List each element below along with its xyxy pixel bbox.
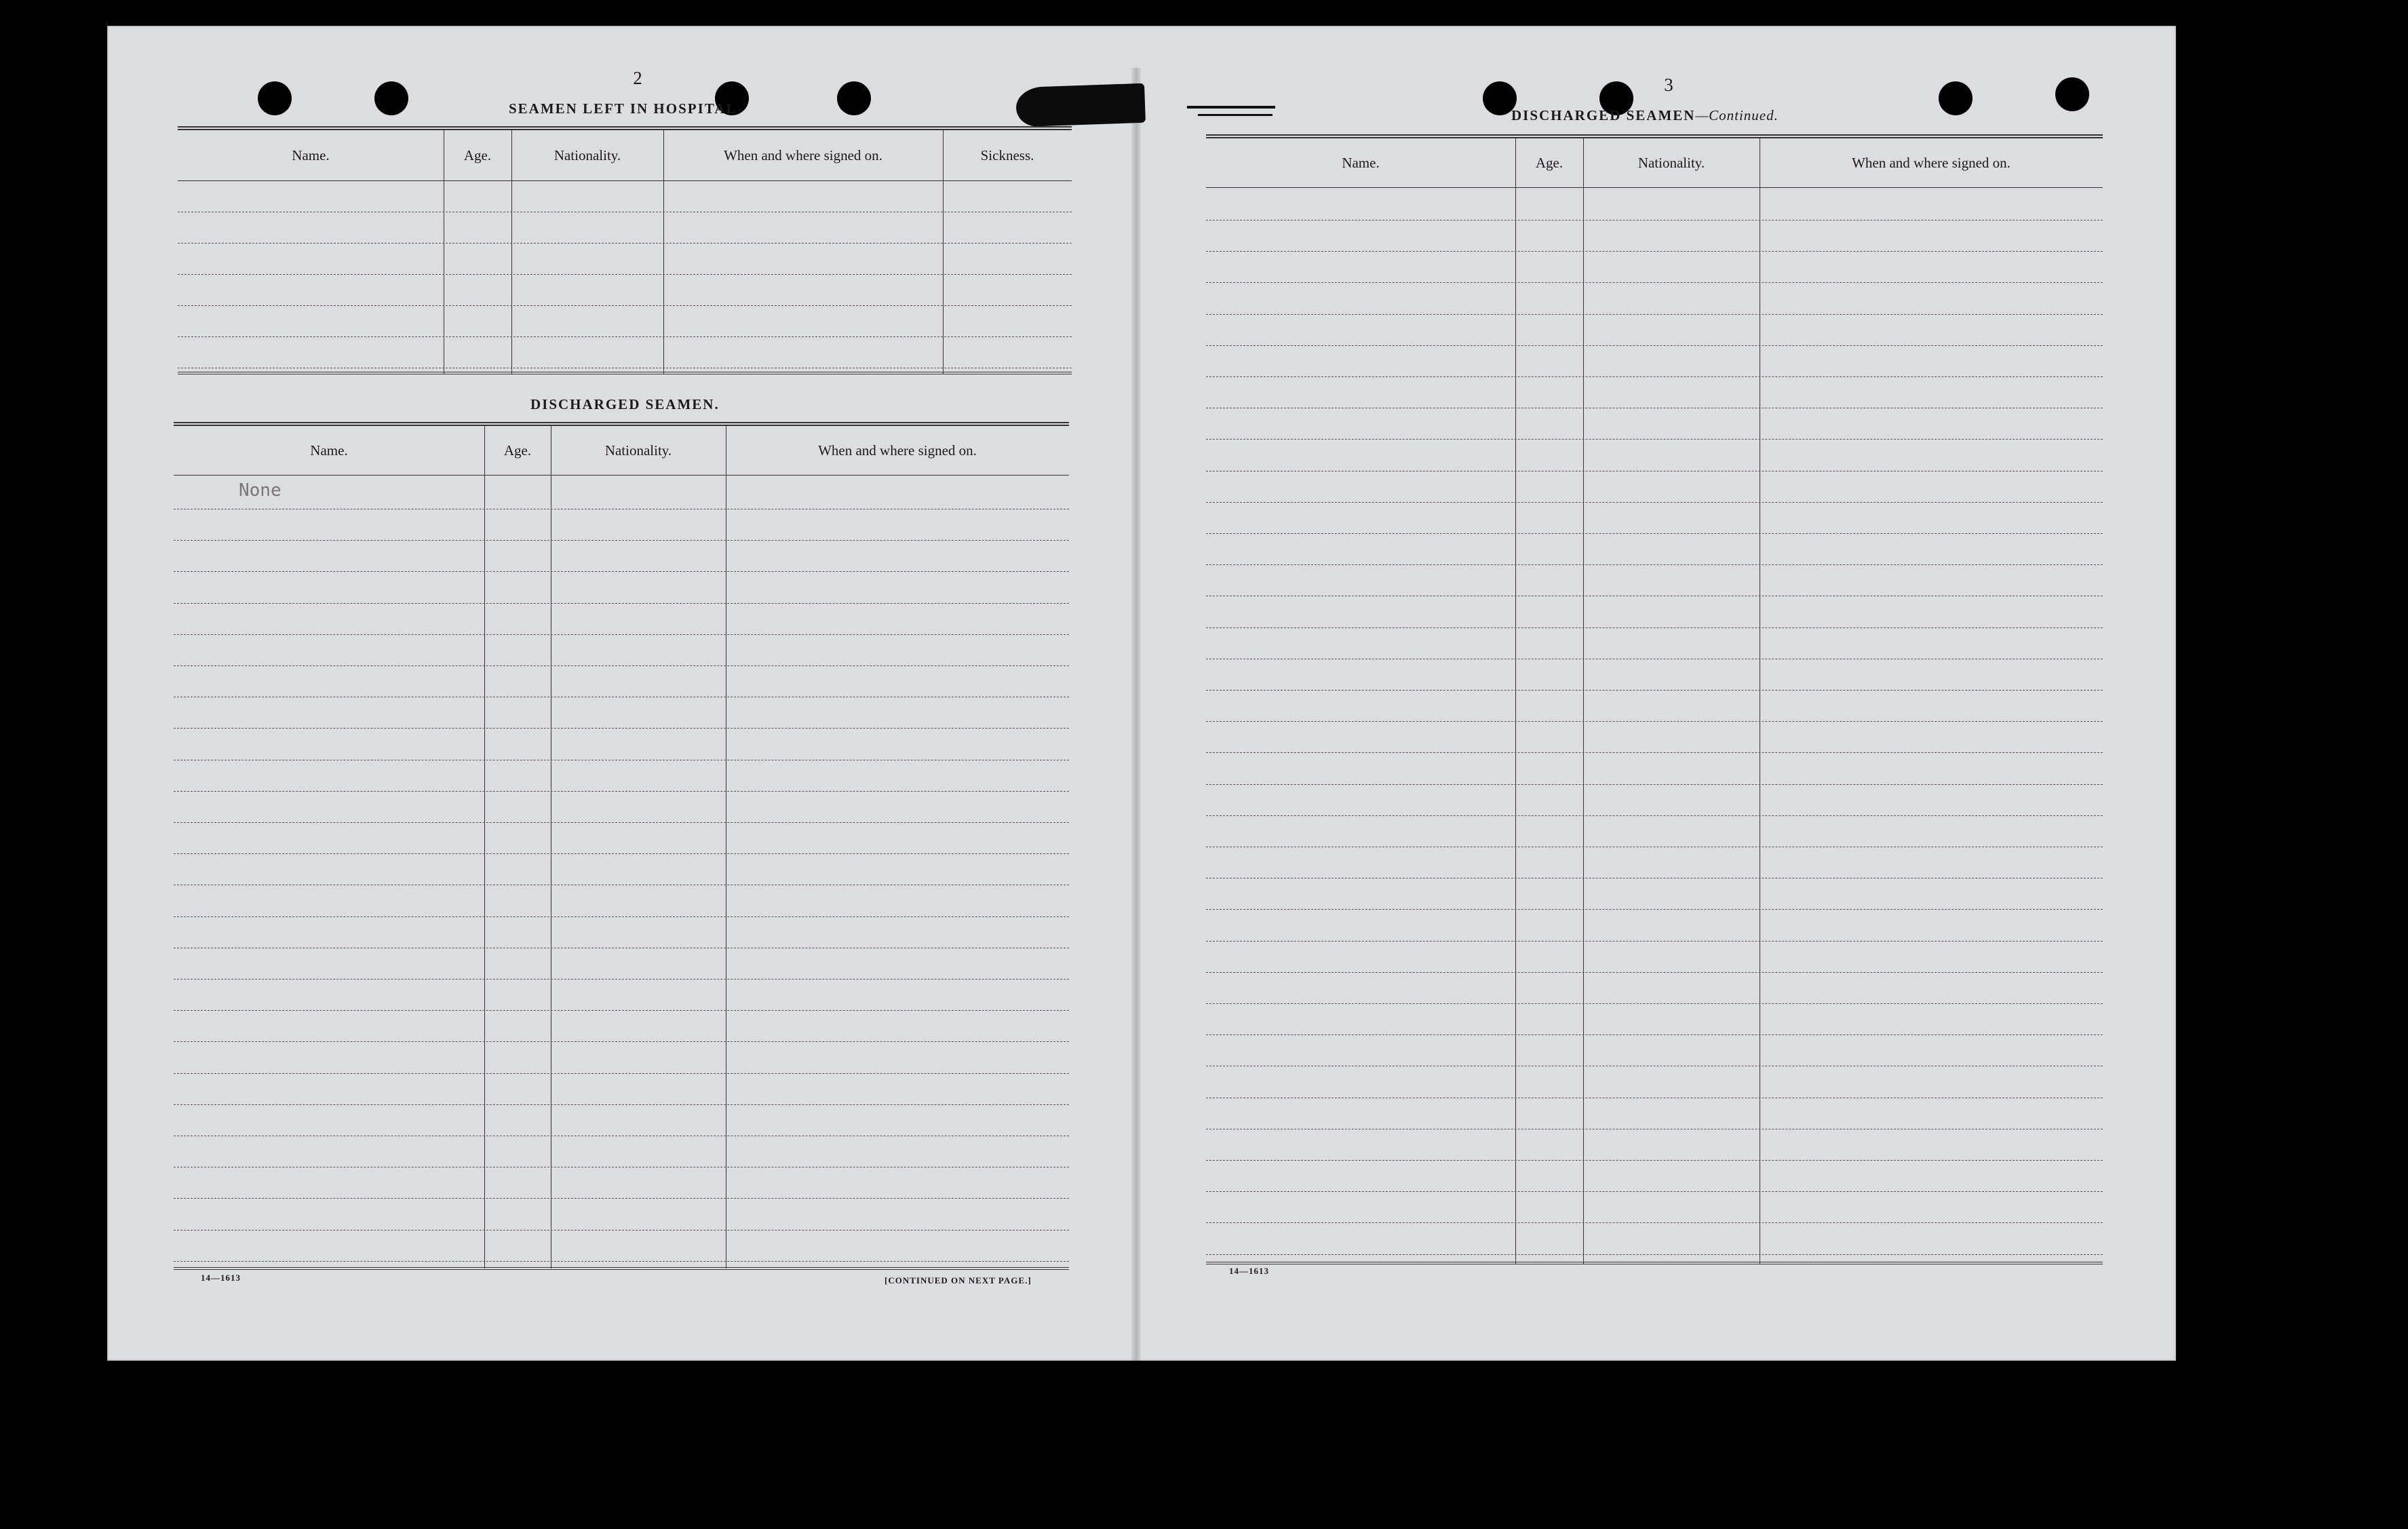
table-row-line (1206, 282, 2103, 283)
table-row-line (174, 603, 1069, 604)
table-row-line (178, 305, 1072, 306)
table-row-line (1206, 784, 2103, 785)
table-row-line (174, 1261, 1069, 1262)
table-row-line (178, 274, 1072, 275)
column-divider (484, 426, 485, 1269)
table-row-line (1206, 533, 2103, 534)
col-header-name: Name. (1342, 154, 1380, 171)
table-row-line (178, 336, 1072, 337)
punch-hole (374, 81, 408, 115)
discharged-table (174, 422, 1069, 1269)
col-header-signed-on: When and where signed on. (1852, 154, 2011, 171)
col-header-age: Age. (463, 147, 492, 163)
table-row-line (174, 1230, 1069, 1231)
table-row-line (1206, 1034, 2103, 1035)
punch-hole (258, 81, 292, 115)
table-row-line (174, 1104, 1069, 1105)
col-header-signed-on: When and where signed on. (818, 442, 977, 459)
table-row-line (1206, 1254, 2103, 1255)
col-header-nationality: Nationality. (554, 147, 621, 163)
table-row-line (1206, 439, 2103, 440)
table-row-line (1206, 752, 2103, 753)
col-header-nationality: Nationality. (1637, 154, 1705, 171)
col-header-sickness: Sickness. (980, 147, 1034, 163)
table-row-line (174, 853, 1069, 854)
column-divider (663, 130, 664, 374)
table-row-line (1206, 1191, 2103, 1192)
table-row-line (174, 1198, 1069, 1199)
col-header-name: Name. (292, 147, 330, 163)
table-row-line (1206, 314, 2103, 315)
column-divider (1583, 138, 1584, 1264)
table-row-line (1206, 972, 2103, 973)
table-row-line (174, 1010, 1069, 1011)
ink-scratch (1198, 114, 1273, 116)
col-header-nationality: Nationality. (604, 442, 672, 459)
table-row-line (1206, 1003, 2103, 1004)
page-number-right: 3 (1664, 75, 1673, 95)
discharged-continued-table (1206, 134, 2103, 1264)
table-row-line (174, 979, 1069, 980)
column-divider (511, 130, 512, 374)
table-row-line (174, 540, 1069, 541)
hospital-table (178, 126, 1072, 374)
column-divider (1515, 138, 1516, 1264)
table-row-line (1206, 690, 2103, 691)
table-row-line (1206, 815, 2103, 816)
table-row-line (1206, 345, 2103, 346)
table-bottom-rule (174, 1267, 1069, 1270)
punch-hole (837, 81, 871, 115)
table-bottom-rule (178, 372, 1072, 374)
hospital-table-header (178, 130, 1072, 181)
table-row-line (174, 916, 1069, 917)
col-header-signed-on: When and where signed on. (724, 147, 882, 163)
col-header-age: Age. (503, 442, 532, 459)
table-row-line (174, 1041, 1069, 1042)
table-row-line (1206, 376, 2103, 377)
form-number-right: 14—1613 (1229, 1266, 1269, 1276)
form-number-left: 14—1613 (201, 1273, 241, 1283)
table-row-line (1206, 502, 2103, 503)
table-row-line (174, 665, 1069, 666)
entry-name: None (239, 480, 281, 501)
column-divider (943, 130, 944, 374)
ink-scratch (1187, 106, 1275, 109)
page-number-left: 2 (633, 68, 642, 88)
discharged-continued-title-main: DISCHARGED SEAMEN (1511, 107, 1696, 123)
table-row-line (1206, 1160, 2103, 1161)
col-header-name: Name. (310, 442, 348, 459)
punch-hole (2055, 77, 2089, 111)
table-row-line (1206, 909, 2103, 910)
table-row-line (1206, 564, 2103, 565)
table-row-line (174, 728, 1069, 729)
continued-note: [CONTINUED ON NEXT PAGE.] (885, 1275, 1032, 1285)
page-fold (1131, 68, 1141, 1529)
table-row-line (1206, 251, 2103, 252)
table-row-line (174, 571, 1069, 572)
discharged-continued-table-header (1206, 138, 2103, 188)
table-row-line (1206, 1222, 2103, 1223)
table-row-line (174, 1073, 1069, 1074)
punch-hole (1939, 81, 1973, 115)
table-row-line (174, 791, 1069, 792)
table-row-line (174, 822, 1069, 823)
table-row-line (1206, 941, 2103, 942)
discharged-continued-title (1511, 107, 1779, 124)
continued-suffix: —Continued. (1695, 107, 1779, 123)
torn-paper-mark (1015, 83, 1146, 128)
discharged-section-title: DISCHARGED SEAMEN. (530, 396, 720, 412)
table-row-line (1206, 627, 2103, 628)
table-row-line (1206, 721, 2103, 722)
col-header-age: Age. (1535, 154, 1564, 171)
table-bottom-rule (1206, 1262, 2103, 1264)
table-row-line (174, 634, 1069, 635)
hospital-section-title: SEAMEN LEFT IN HOSPITAL (509, 100, 737, 117)
discharged-table-header (174, 426, 1069, 476)
table-row-line (178, 243, 1072, 244)
